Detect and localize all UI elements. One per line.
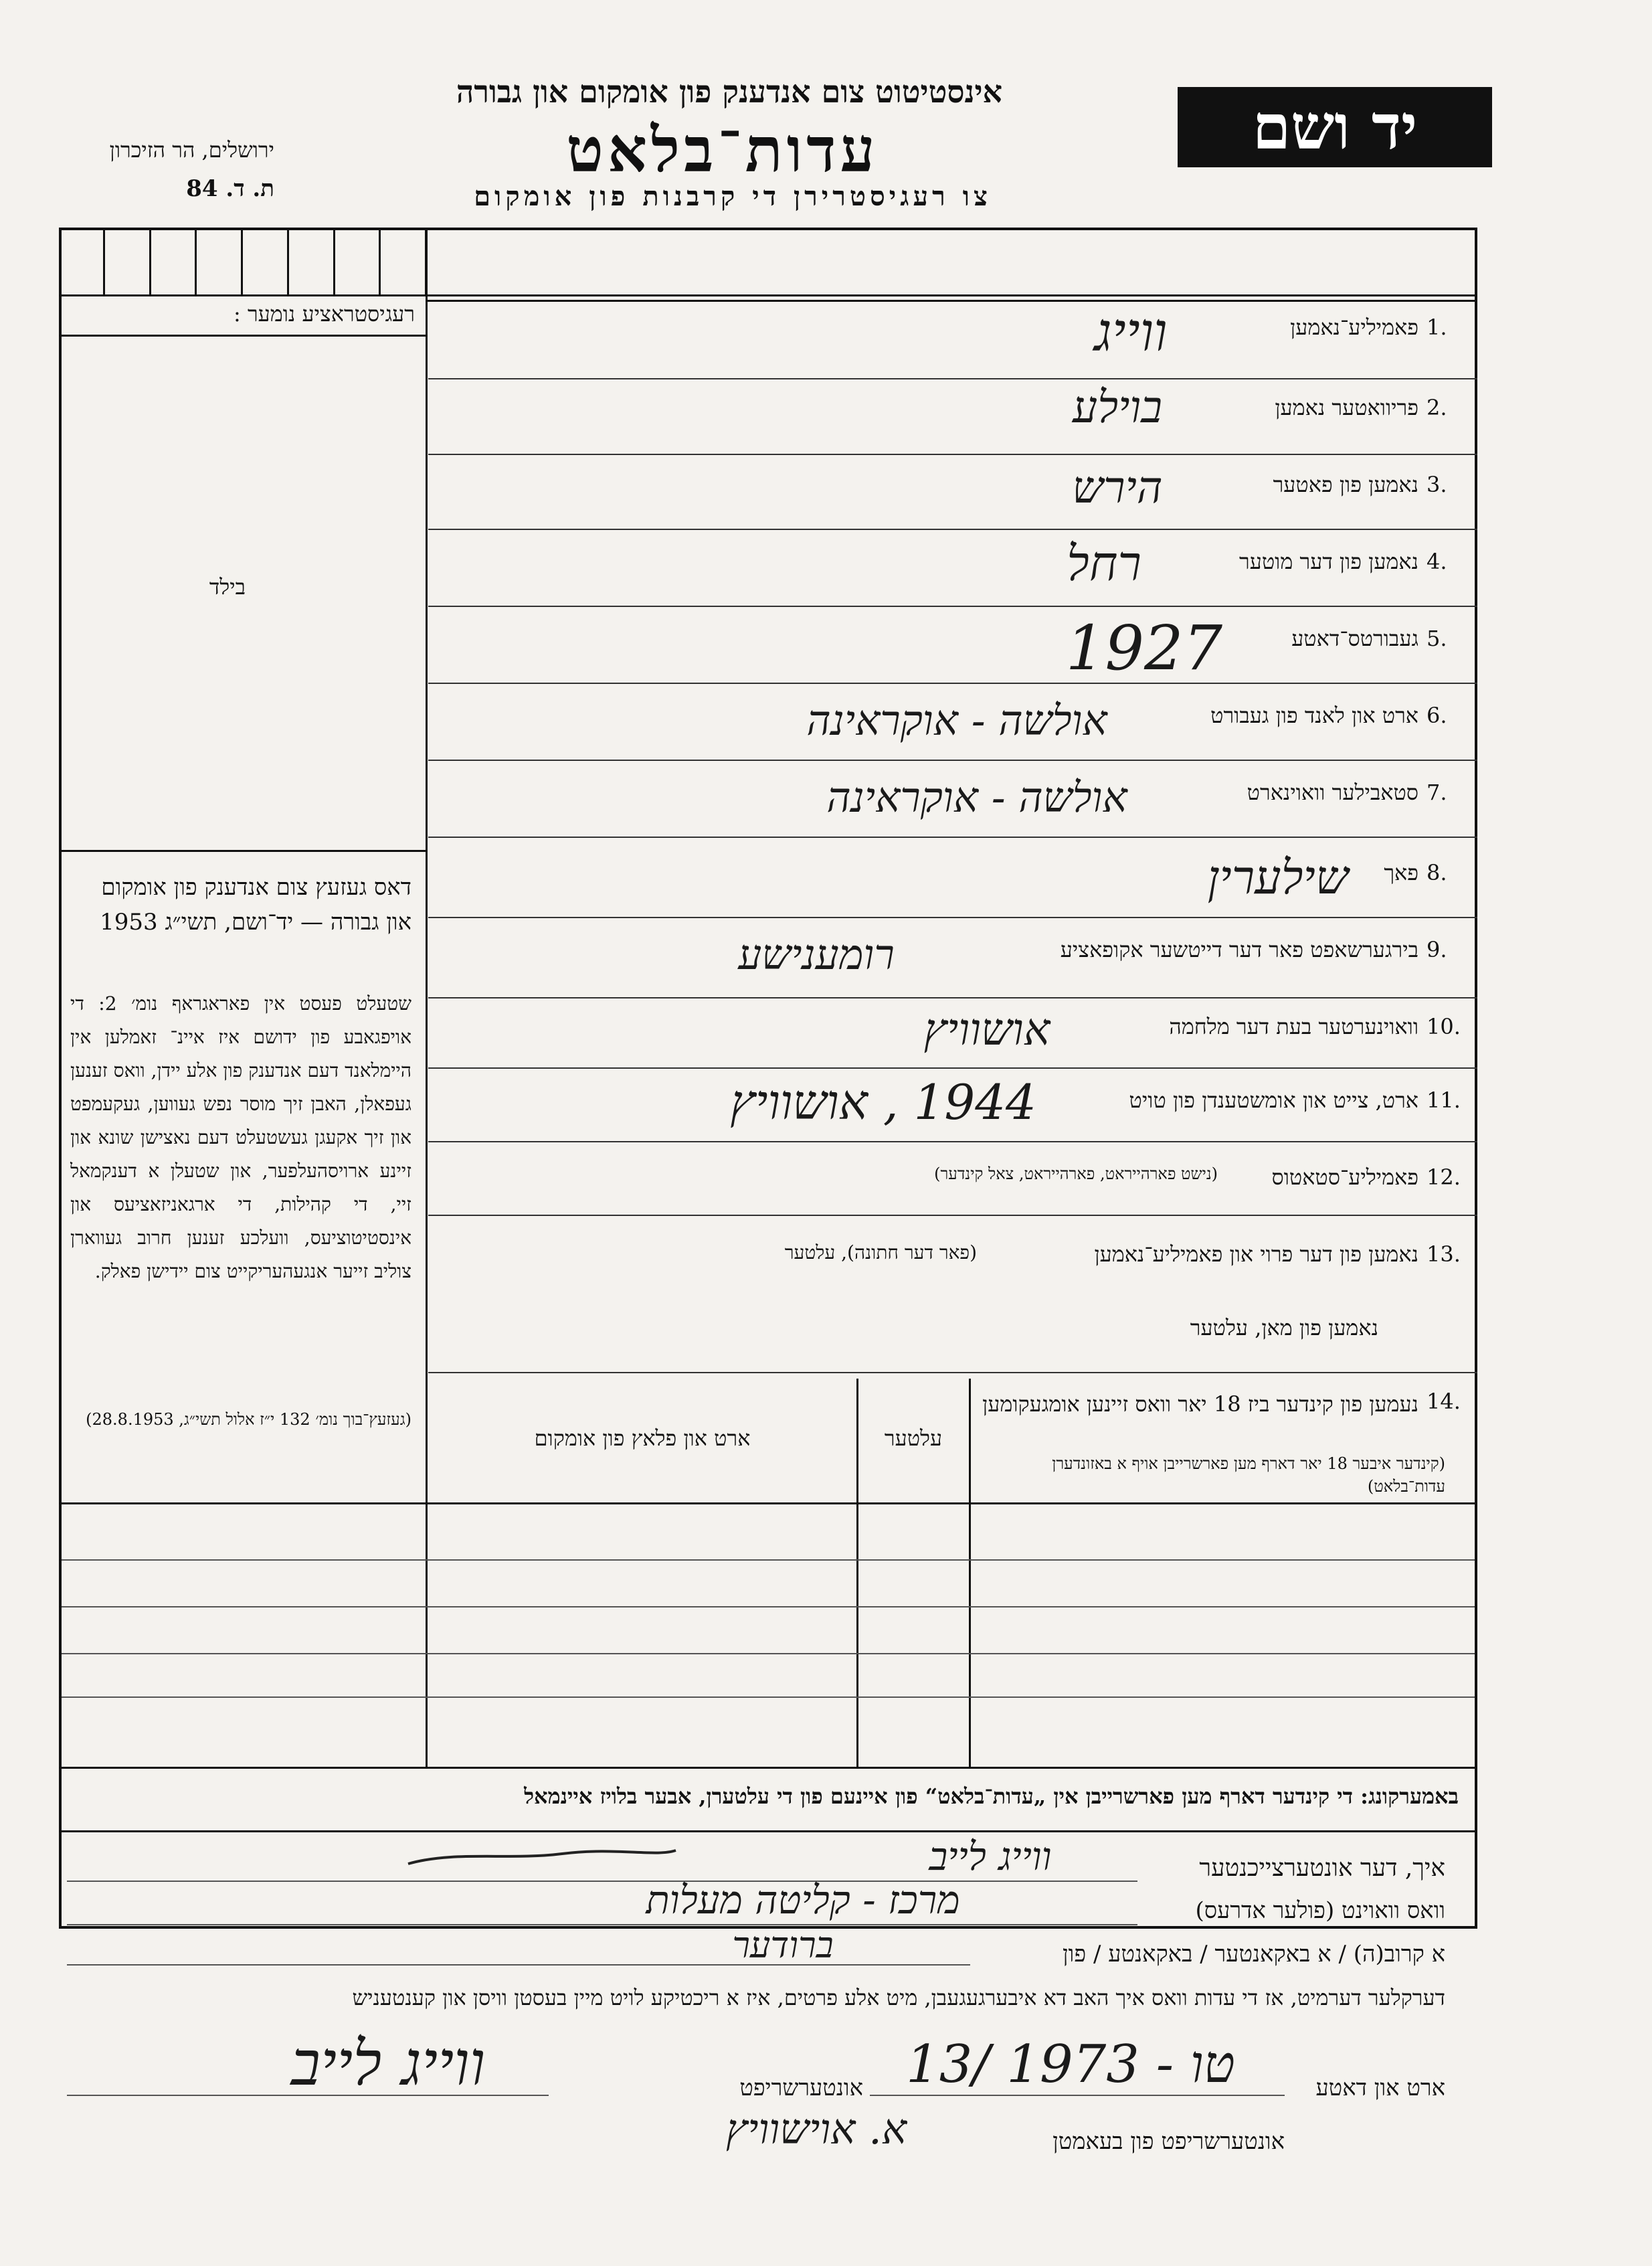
field-3-label: נאמען פון פאטער <box>1273 472 1418 497</box>
signer-value[interactable]: ווייג לייב <box>929 1834 1052 1879</box>
yad-vashem-logo: יד ושם <box>1178 87 1492 167</box>
photo-label: בילד <box>209 574 246 600</box>
address-value[interactable]: מרכז - קליטה מעלות <box>646 1877 960 1923</box>
field-6-label: ארט און לאנד פון געבורט <box>1210 703 1418 728</box>
field-13-number: 13. <box>1427 1241 1461 1267</box>
field-10-value[interactable]: אושוויץ <box>923 1004 1050 1055</box>
field-4-number: 4. <box>1427 549 1447 574</box>
field-13b-label: נאמען פון מאן, עלטער <box>1190 1315 1378 1340</box>
field-1-number: 1. <box>1427 315 1447 340</box>
field-2-label: פריוואטער נאמען <box>1275 395 1418 420</box>
signature-value[interactable]: ווייג לייב <box>290 2028 486 2099</box>
declaration-text: דערקלער דערמיט, אז די עדות וואס איך האב דא איבערגעגעבן, מיט אלע פרטים, איז א ריכטיקע לויט מיין בעסטן וויסן און קענטעניש <box>352 1985 1445 2010</box>
field-10-label: וואוינערטער בעת דער מלחמה <box>1169 1014 1418 1039</box>
field-2-number: 2. <box>1427 395 1447 420</box>
field-9-number: 9. <box>1427 937 1447 962</box>
relation-label: א קרוב(ה) / א באקאנטער / באקאנטע / פון <box>1062 1941 1445 1968</box>
relation-value[interactable]: ברודער <box>732 1924 834 1966</box>
signature-underline-icon <box>401 1824 682 1877</box>
field-9-value[interactable]: רומענישע <box>738 930 895 979</box>
registration-boxes <box>59 228 427 294</box>
children-note: (קינדער איבער 18 יאר דארף מען פארשרייבן אויף א באזונדערן עדות־בלאט) <box>1052 1454 1445 1496</box>
field-3-value[interactable]: הירש <box>1072 462 1163 513</box>
field-7-number: 7. <box>1427 780 1447 805</box>
signer-label: איך, דער אונטערצייכנטער <box>1199 1854 1445 1882</box>
registration-number-label: רעגיסטראציע נומער : <box>233 301 415 327</box>
field-11-number: 11. <box>1427 1087 1461 1113</box>
remark: באמערקונג: די קינדער דארף מען פארשרייבן אין „עדות־בלאט“ פון איינעם פון די עלטערן, אבער בלויז איינמאל <box>524 1783 1459 1809</box>
field-8-label: פאך <box>1384 860 1418 885</box>
field-1-label: פאמיליע־נאמען <box>1290 315 1418 340</box>
field-3-number: 3. <box>1427 472 1447 497</box>
law-text: שטעלט פעסט אין פאראגראף נומ׳ 2: די אויפגאבע פון ידושם איז איינ־ זאמלען אין היימלאנד דעם אנדענק פון אלע יידן, וואס זענען געפאלן, האבן זיך מוסר נפש געווען, געקעמפט און זיך אקעגן געשטעלט דעם נאצישן שונא און זיינע ארויסהעלפער, און שטעלן א דענקמאל זיי, די קהילות, די ארגאניזאציעס און אינסטיטוציעס, וועלכע זענען חרוב געווארן צוליב זייער אנגעהעריקייט צום יידישן פאלק. <box>70 992 411 1282</box>
children-col-place: ארט און פלאץ פון אומקום <box>534 1425 751 1451</box>
field-12-label: פאמיליע־סטאטוס <box>1271 1164 1418 1190</box>
signature-label: אונטערשריפט <box>739 2075 863 2101</box>
field-8-number: 8. <box>1427 860 1447 885</box>
field-10-number: 10. <box>1427 1014 1461 1039</box>
field-12-number: 12. <box>1427 1164 1461 1190</box>
children-label: נעמען פון קינדער ביז 18 יאר וואס זיינען אומגעקומען <box>982 1391 1418 1417</box>
field-6-value[interactable]: אולשה - אוקראינה <box>806 696 1107 745</box>
field-2-value[interactable]: בוילע <box>1072 381 1163 433</box>
law-reference: (געזעץ־בוך נומ׳ 132 י״ז אלול תשי״ג, 28.8.1953) <box>86 1410 411 1429</box>
field-5-label: געבורטס־דאטע <box>1291 626 1418 651</box>
page-subtitle: צו רעגיסטרירן די קרבנות פון אומקום <box>474 181 992 212</box>
address-city: ירושלים, הר הזיכרון <box>109 137 274 163</box>
address-label: וואס וואוינט (פולער אדרעס) <box>1195 1897 1445 1924</box>
field-1-value[interactable]: ווייג <box>1094 301 1168 363</box>
official-signature-value[interactable]: א. אוישוויץ <box>725 2105 907 2154</box>
field-4-value[interactable]: רחל <box>1067 535 1141 592</box>
field-13-note: (פאר דער חתונה), עלטער <box>784 1241 977 1263</box>
field-6-number: 6. <box>1427 703 1447 728</box>
page-title: עדות־בלאט <box>566 114 879 186</box>
field-5-value[interactable]: 1927 <box>1065 612 1223 684</box>
children-number: 14. <box>1427 1389 1461 1414</box>
field-7-value[interactable]: אולשה - אוקראינה <box>826 773 1127 822</box>
field-11-value[interactable]: 1944 , אושוויץ <box>730 1074 1036 1130</box>
field-4-label: נאמען פון דער מוטער <box>1239 549 1418 574</box>
field-13-label: נאמען פון דער פרוי און פאמיליע־נאמען <box>1094 1241 1418 1267</box>
field-11-label: ארט, צייט און אומשטענדן פון טויט <box>1129 1087 1418 1113</box>
po-box: ת. ד. 84 <box>186 175 274 202</box>
field-5-number: 5. <box>1427 626 1447 651</box>
field-8-value[interactable]: שילערין <box>1207 850 1349 905</box>
field-7-label: סטאבילער וואוינארט <box>1247 780 1418 805</box>
date-label: ארט און דאטע <box>1315 2075 1445 2101</box>
law-title: דאס געזעץ צום אנדענק פון אומקום און גבורה — יד־ושם, תשי״ג 1953 <box>100 874 411 936</box>
field-9-label: בירגערשאפט פאר דער דייטשער אקופאציע <box>1060 937 1418 962</box>
institute-name: אינסטיטוט צום אנדענק פון אומקום און גבורה <box>456 74 1003 110</box>
date-value[interactable]: 13/ טו - 1973 <box>906 2034 1235 2095</box>
official-signature-label: אונטערשריפט פון בעאמטן <box>1052 2128 1285 2155</box>
field-12-note: (נישט פארהייראט, פארהייראט, צאל קינדער) <box>934 1164 1218 1183</box>
children-col-age: עלטער <box>884 1425 943 1451</box>
